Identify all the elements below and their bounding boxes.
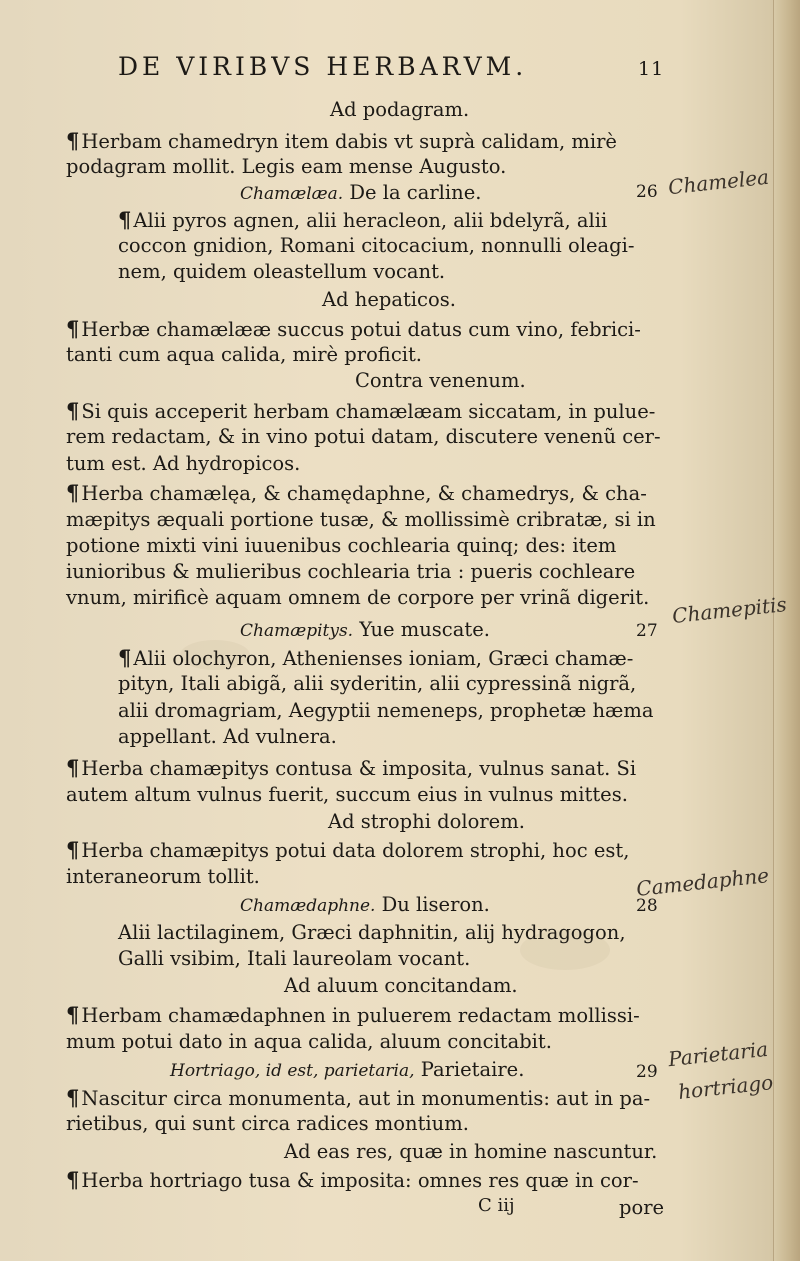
line-text: rietibus, qui sunt circa radices montium. xyxy=(66,1112,469,1135)
text-line xyxy=(66,398,655,425)
handwritten-note: hortriago xyxy=(677,1070,775,1104)
text-line xyxy=(118,207,607,234)
text-line xyxy=(118,645,633,672)
pilcrow-icon: ¶ xyxy=(66,1002,80,1027)
line-text: Alii olochyron, Athenienses ioniam, Græci chamæ- xyxy=(133,647,634,670)
line-text: rem redactam, & in vino potui datam, discutere venenũ cer- xyxy=(66,425,661,448)
text-line xyxy=(240,892,490,919)
text-line xyxy=(330,97,469,123)
line-text: tanti cum aqua calida, mirè proficit. xyxy=(66,343,423,366)
line-text: Herba hortriago tusa & imposita: omnes res quæ in cor- xyxy=(81,1169,639,1192)
text-line xyxy=(66,559,635,585)
signature-mark: C iij xyxy=(478,1195,515,1216)
line-text: interaneorum tollit. xyxy=(66,865,260,888)
line-text: Ad hepaticos. xyxy=(322,288,456,311)
plant-name: Hortriago, id est, parietaria, xyxy=(170,1061,415,1081)
line-text: Du liseron. xyxy=(375,893,490,916)
section-number: 29 xyxy=(636,1062,658,1082)
handwritten-note: Chamepitis xyxy=(671,592,788,628)
page-edge xyxy=(773,0,800,1261)
pilcrow-icon: ¶ xyxy=(66,398,80,423)
handwritten-note: Chamelea xyxy=(667,164,771,200)
text-line xyxy=(66,342,422,368)
text-line xyxy=(66,1111,469,1137)
line-text: tum est. Ad hydropicos. xyxy=(66,452,301,475)
text-line xyxy=(118,724,337,750)
line-text: Herba chamæpitys contusa & imposita, vulnus sanat. Si xyxy=(81,757,637,780)
line-text: potione mixti vini iuuenibus cochlearia quinq; des: item xyxy=(66,534,617,557)
line-text: Yue muscate. xyxy=(353,618,490,641)
text-line xyxy=(170,1057,524,1084)
line-text: Ad strophi dolorem. xyxy=(328,810,525,833)
line-text: vnum, mirificè aquam omnem de corpore per vrinã digerit. xyxy=(66,586,650,609)
line-text: appellant. Ad vulnera. xyxy=(118,725,337,748)
line-text: alii dromagriam, Aegyptii nemeneps, prophetæ hæma xyxy=(118,699,654,722)
text-line xyxy=(328,809,525,835)
line-text: pityn, Itali abigã, alii syderitin, alii cypressinã nigrã, xyxy=(118,672,637,695)
pilcrow-icon: ¶ xyxy=(66,837,80,862)
line-text: De la carline. xyxy=(343,181,482,204)
plant-name: Chamælæa. xyxy=(240,184,344,204)
pilcrow-icon: ¶ xyxy=(66,755,80,780)
line-text: Contra venenum. xyxy=(355,369,526,392)
plant-name: Chamæpitys. xyxy=(240,621,354,641)
page-number: 11 xyxy=(638,58,665,80)
pilcrow-icon: ¶ xyxy=(66,1085,80,1110)
line-text: Ad eas res, quæ in homine nascuntur. xyxy=(284,1140,658,1163)
line-text: Herba chamælęa, & chamędaphne, & chamedrys, & cha- xyxy=(81,482,647,505)
line-text: podagram mollit. Legis eam mense Augusto. xyxy=(66,155,507,178)
text-line xyxy=(66,154,506,180)
text-line xyxy=(118,920,626,946)
text-line xyxy=(66,585,649,611)
line-text: Ad podagram. xyxy=(330,98,470,121)
line-text: autem altum vulnus fuerit, succum eius in vulnus mittes. xyxy=(66,783,628,806)
text-line xyxy=(66,755,636,782)
pilcrow-icon: ¶ xyxy=(66,1167,80,1192)
text-line xyxy=(66,316,641,343)
text-line xyxy=(66,424,661,450)
pilcrow-icon: ¶ xyxy=(66,128,80,153)
line-text: Parietaire. xyxy=(414,1058,525,1081)
text-line xyxy=(66,1002,640,1029)
text-line xyxy=(118,233,634,259)
line-text: Si quis acceperit herbam chamælæam siccatam, in pulue- xyxy=(81,400,656,423)
line-text: Alii lactilaginem, Græci daphnitin, alij hydragogon, xyxy=(118,921,626,944)
line-text: Ad aluum concitandam. xyxy=(284,974,518,997)
line-text: mum potui dato in aqua calida, aluum concitabit. xyxy=(66,1030,552,1053)
text-line xyxy=(118,671,636,697)
section-number: 26 xyxy=(636,182,658,202)
text-line xyxy=(118,259,445,285)
text-line xyxy=(66,507,656,533)
text-line xyxy=(66,451,300,477)
section-number: 28 xyxy=(636,896,658,916)
line-text: nem, quidem oleastellum vocant. xyxy=(118,260,446,283)
line-text: iunioribus & mulieribus cochlearia tria : pueris cochleare xyxy=(66,560,636,583)
line-text: Galli vsibim, Itali laureolam vocant. xyxy=(118,947,471,970)
header-title: DE VIRIBVS HERBARVM. xyxy=(118,52,528,81)
line-text: Alii pyros agnen, alii heracleon, alii bdelyrã, alii xyxy=(133,209,608,232)
section-number: 27 xyxy=(636,621,658,641)
handwritten-note: Parietaria xyxy=(667,1036,770,1072)
pilcrow-icon: ¶ xyxy=(118,207,132,232)
text-line xyxy=(284,973,518,999)
line-text: coccon gnidion, Romani citocacium, nonnulli oleagi- xyxy=(118,234,635,257)
line-text: Herbam chamædaphnen in puluerem redactam mollissi- xyxy=(81,1004,640,1027)
pilcrow-icon: ¶ xyxy=(66,316,80,341)
text-line xyxy=(240,617,490,644)
line-text: Nascitur circa monumenta, aut in monumentis: aut in pa- xyxy=(81,1087,651,1110)
text-line xyxy=(118,698,653,724)
text-line xyxy=(355,368,526,394)
line-text: Herba chamæpitys potui data dolorem strophi, hoc est, xyxy=(81,839,630,862)
text-line xyxy=(284,1139,657,1165)
handwritten-note: Camedaphne xyxy=(635,863,771,901)
text-line xyxy=(66,864,260,890)
text-line xyxy=(118,946,470,972)
line-text: mæpitys æquali portione tusæ, & mollissimè cribratæ, si in xyxy=(66,508,656,531)
text-line xyxy=(66,480,647,507)
text-line xyxy=(66,1085,650,1112)
pilcrow-icon: ¶ xyxy=(118,645,132,670)
text-line xyxy=(240,180,481,207)
plant-name: Chamædaphne. xyxy=(240,896,376,916)
text-line xyxy=(66,533,616,559)
running-header xyxy=(118,52,665,81)
text-line xyxy=(322,287,456,313)
text-line xyxy=(66,128,617,155)
line-text: Herbam chamedryn item dabis vt suprà calidam, mirè xyxy=(81,130,617,153)
line-text: Herbæ chamælææ succus potui datus cum vino, febrici- xyxy=(81,318,641,341)
text-line xyxy=(66,837,629,864)
text-line xyxy=(66,782,628,808)
text-line xyxy=(66,1029,552,1055)
pilcrow-icon: ¶ xyxy=(66,480,80,505)
text-line xyxy=(66,1167,639,1194)
catchword: pore xyxy=(619,1196,665,1219)
